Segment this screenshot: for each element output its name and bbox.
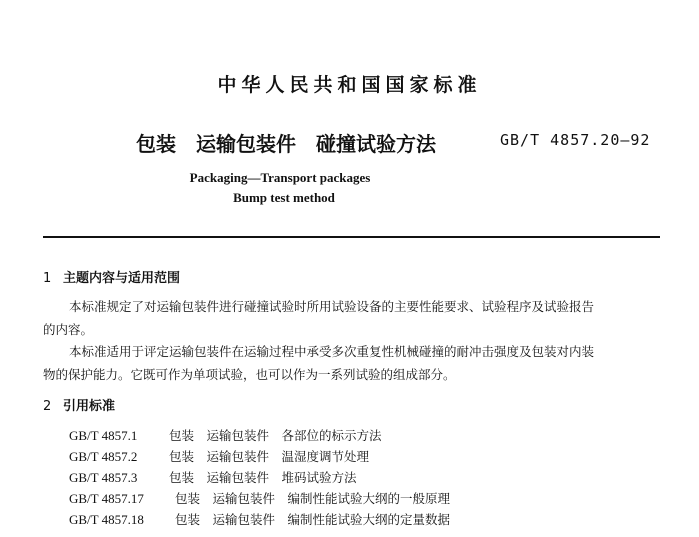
- reference-code: GB/T 4857.3: [69, 470, 138, 485]
- standard-code: GB/T 4857.20—92: [500, 131, 651, 149]
- section-number: 1: [43, 271, 52, 286]
- section-2-heading: [43, 395, 115, 414]
- reference-title: 包装 运输包装件 温湿度调节处理: [169, 449, 370, 464]
- standard-title-english-line1: Packaging—Transport packages: [189, 170, 371, 185]
- reference-code: GB/T 4857.18: [69, 512, 144, 527]
- section-1-paragraph-1-line-2: 的内容。: [43, 322, 94, 337]
- reference-title: 包装 运输包装件 编制性能试验大纲的一般原理: [175, 491, 451, 506]
- reference-code: GB/T 4857.1: [69, 428, 138, 443]
- standard-category-header: 中华人民共和国国家标准: [217, 74, 482, 96]
- standard-title-english-line2: Bump test method: [233, 190, 335, 205]
- section-1-paragraph-1-line-1: 本标准规定了对运输包装件进行碰撞试验时所用试验设备的主要性能要求、试验程序及试验报告: [69, 299, 595, 314]
- standard-title-chinese: 包装 运输包装件 碰撞试验方法: [136, 132, 436, 156]
- reference-title: 包装 运输包装件 各部位的标示方法: [169, 428, 382, 443]
- reference-item: [69, 489, 450, 507]
- reference-item: [69, 447, 369, 465]
- section-number: 2: [43, 399, 52, 414]
- reference-item: [69, 468, 357, 486]
- section-title: 主题内容与适用范围: [63, 271, 181, 286]
- reference-title: 包装 运输包装件 编制性能试验大纲的定量数据: [175, 512, 451, 527]
- section-1-heading: [43, 267, 180, 286]
- section-1-paragraph-2-line-1: 本标准适用于评定运输包装件在运输过程中承受多次重复性机械碰撞的耐冲击强度及包装对内装: [69, 344, 595, 359]
- section-1-paragraph-2-line-2: 物的保护能力。它既可作为单项试验，也可以作为一系列试验的组成部分。: [43, 367, 456, 382]
- reference-code: GB/T 4857.2: [69, 449, 138, 464]
- reference-title: 包装 运输包装件 堆码试验方法: [169, 470, 357, 485]
- reference-item: [69, 510, 450, 528]
- reference-code: GB/T 4857.17: [69, 491, 144, 506]
- section-title: 引用标准: [63, 399, 116, 414]
- reference-item: [69, 426, 382, 444]
- header-divider: [43, 236, 660, 238]
